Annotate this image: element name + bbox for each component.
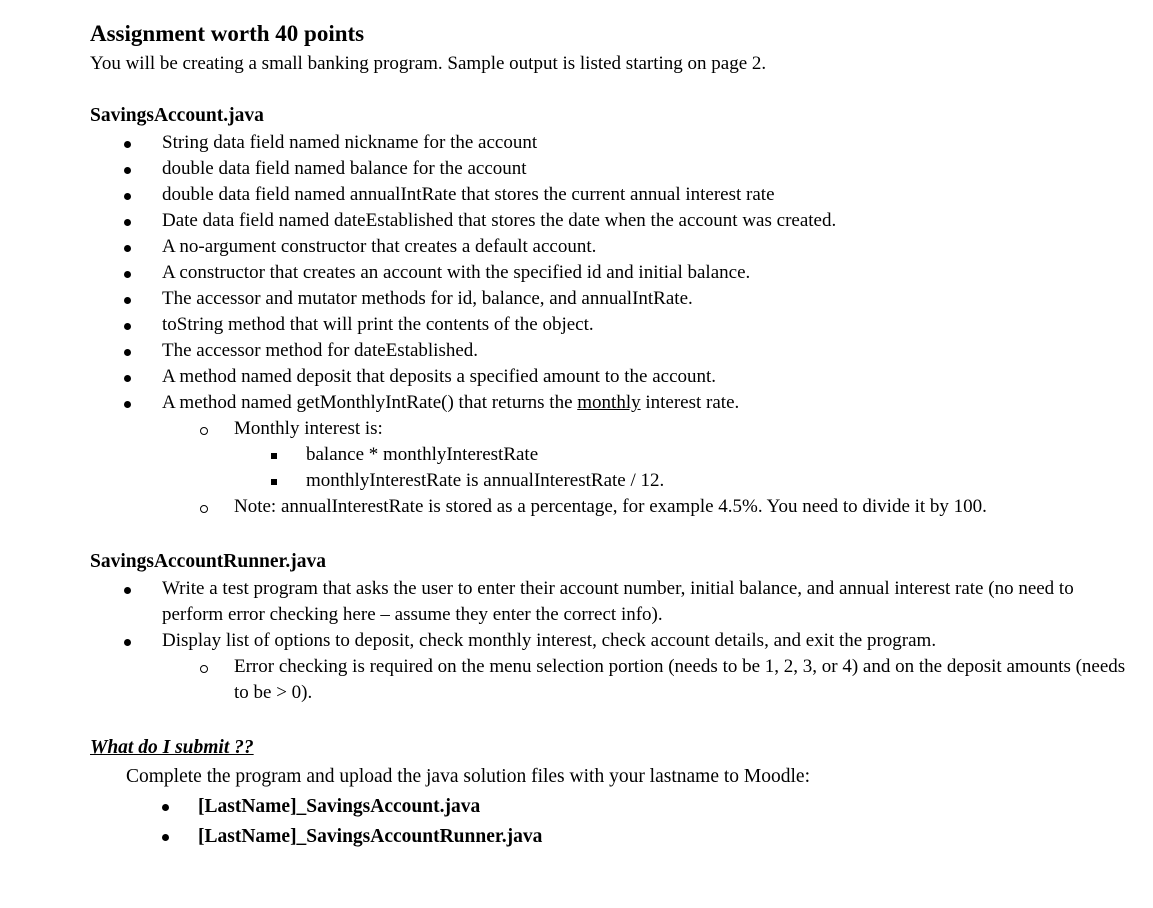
submit-body: Complete the program and upload the java solution files with your lastname to Moodle: (126, 766, 810, 787)
spacer (90, 78, 1130, 102)
list-item-text: A constructor that creates an account with the specified id and initial balance. (162, 262, 751, 283)
spacer (90, 520, 1130, 548)
sub-list-item-text: Error checking is required on the menu selection portion (needs to be 1, 2, 3, or 4) and on the deposit amounts (needs to be > 0). (234, 656, 1126, 703)
file-list-item (90, 822, 1130, 852)
list-item-text: toString method that will print the contents of the object. (162, 314, 594, 335)
list-item-text: double data field named annualIntRate that stores the current annual interest rate (162, 184, 775, 205)
list-item-text: Display list of options to deposit, check monthly interest, check account details, and exit the program. (162, 630, 937, 651)
list-item-text: double data field named balance for the account (162, 158, 527, 179)
list-item (90, 364, 1130, 390)
submit-heading: What do I submit ?? (90, 737, 254, 758)
sub-sub-list-item (90, 468, 1130, 494)
list-item (90, 208, 1130, 234)
savings-account-heading: SavingsAccount.java (90, 105, 264, 126)
list-item (90, 156, 1130, 182)
list-item (90, 182, 1130, 208)
list-item (90, 286, 1130, 312)
list-item-text: Write a test program that asks the user to enter their account number, initial balance, and annual interest rate (no need to perform error checking here – assume they enter the correct info). (162, 578, 1074, 625)
sub-list-item (90, 494, 1130, 520)
list-item (90, 628, 1130, 654)
sub-list-item-text: Monthly interest is: (234, 418, 383, 439)
list-item (90, 338, 1130, 364)
list-item-text: A no-argument constructor that creates a default account. (162, 236, 597, 257)
file-list-item (90, 792, 1130, 822)
sub-sub-list-item-text: balance * monthlyInterestRate (306, 444, 539, 465)
list-item (90, 130, 1130, 156)
list-item (90, 312, 1130, 338)
sub-list-item (90, 654, 1130, 706)
list-item-text: A method named getMonthlyIntRate() that returns the (162, 392, 578, 413)
sub-sub-list-item (90, 442, 1130, 468)
runner-list (90, 576, 1130, 706)
sub-sub-list-item-text: monthlyInterestRate is annualInterestRate / 12. (306, 470, 665, 491)
list-item-text: The accessor and mutator methods for id, balance, and annualIntRate. (162, 288, 693, 309)
list-item (90, 234, 1130, 260)
list-item-text: A method named deposit that deposits a specified amount to the account. (162, 366, 717, 387)
intro-text: You will be creating a small banking program. Sample output is listed starting on page 2. (90, 53, 767, 74)
sub-list-item-text: Note: annualInterestRate is stored as a percentage, for example 4.5%. You need to divide it by 100. (234, 496, 987, 517)
underlined-word: monthly (577, 392, 641, 413)
list-item-text: The accessor method for dateEstablished. (162, 340, 479, 361)
spacer (90, 706, 1130, 734)
list-item (90, 576, 1130, 628)
submit-file-list (90, 792, 1130, 852)
list-item-text: interest rate. (640, 392, 740, 413)
savings-account-list (90, 130, 1130, 520)
list-item (90, 260, 1130, 286)
sub-list-item (90, 416, 1130, 442)
document-page (90, 18, 1130, 852)
list-item-monthly-rate (90, 390, 1130, 416)
list-item-text: String data field named nickname for the account (162, 132, 538, 153)
assignment-title: Assignment worth 40 points (90, 21, 365, 46)
runner-heading: SavingsAccountRunner.java (90, 551, 327, 572)
file-name: [LastName]_SavingsAccount.java (198, 796, 481, 817)
list-item-text: Date data field named dateEstablished that stores the date when the account was created. (162, 210, 837, 231)
file-name: [LastName]_SavingsAccountRunner.java (198, 826, 543, 847)
